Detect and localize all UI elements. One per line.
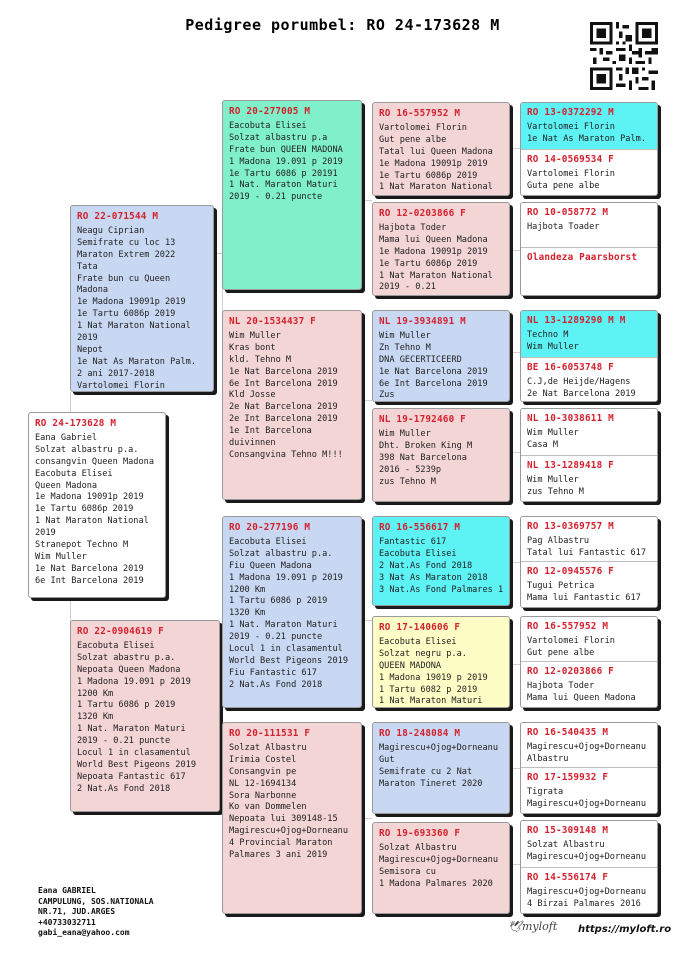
info-line: Semifrate cu loc 13 [77, 237, 176, 248]
granddam-paternal-card[interactable] [222, 310, 362, 500]
info-lines [229, 121, 355, 204]
info-line: Hajbota Toader [527, 221, 600, 232]
connector-line [70, 598, 71, 622]
connector-line [510, 250, 520, 251]
info-line: 1e Tartu 6086 p 20191 [229, 168, 338, 179]
owner-email[interactable]: gabi_eana@yahoo.com [38, 928, 130, 938]
info-line: 1 Tartu 6086 p 2019 [77, 700, 176, 711]
ring-number: RO 10-058772 M [527, 207, 609, 218]
gen5-card-14[interactable] [521, 767, 657, 814]
connector-line [214, 253, 222, 254]
info-line: 1 Madona 19.091 p 2019 [77, 676, 191, 687]
info-line: 1200 Km [229, 584, 266, 595]
ring-number: Olandeza Paarsborst [527, 252, 638, 263]
info-line: 1e Madona 19091p 2019 [379, 158, 488, 169]
gen4-card-6[interactable] [372, 616, 510, 708]
info-line: 2016 - 5239p [379, 464, 442, 475]
info-line: 1 Nat. Maraton Maturi [229, 180, 338, 191]
info-lines [527, 169, 651, 193]
info-line: Tugui Petrica [527, 580, 595, 591]
info-line: 1e Nat As Maraton Palm. [527, 133, 646, 144]
info-line: Wim Muller [527, 341, 579, 352]
gen5-card-16[interactable] [521, 867, 657, 914]
info-line: Wim Muller [35, 551, 87, 562]
ring-number: RO 17-140606 F [379, 622, 461, 633]
myloft-logo [508, 920, 557, 933]
ring-number: RO 24-173628 M [35, 418, 117, 429]
info-line: Magirescu+Ojog+Dorneanu [527, 886, 646, 897]
info-lines [527, 840, 651, 864]
info-lines [229, 537, 355, 692]
info-line: 2019 - 0.21 puncte [77, 736, 171, 747]
connector-line [510, 352, 520, 353]
gen5-pair-4 [520, 408, 658, 502]
gen4-card-2[interactable] [372, 202, 510, 296]
info-line: Semifrate cu 2 Nat [379, 766, 473, 777]
info-line: Stranepot Techno M [35, 540, 129, 551]
info-lines [77, 226, 207, 392]
info-line: 1 Nat. Maraton Maturi [77, 724, 186, 735]
info-line: 1e Tartu 6086p 2019 [77, 309, 176, 320]
gen5-card-15[interactable] [521, 821, 657, 867]
gen4-card-7[interactable] [372, 722, 510, 814]
ring-number: RO 17-159932 F [527, 772, 609, 783]
info-line: Magirescu+Ojog+Dorneanu [229, 826, 348, 837]
gen5-card-3[interactable] [521, 203, 657, 247]
info-lines [229, 743, 355, 862]
info-line: Fantastic 617 [379, 536, 447, 547]
info-line: 2 ani 2017-2018 [77, 368, 155, 379]
info-line: Pag Albastru [527, 535, 590, 546]
info-line: 1 Tartu 6082 p 2019 [379, 684, 478, 695]
ring-number: RO 20-277005 M [229, 106, 311, 117]
gen5-card-7[interactable] [521, 409, 657, 455]
info-line: 1 Nat Maraton National [379, 182, 493, 193]
connector-line [362, 200, 372, 201]
info-line: Solzat albastru p.a. [229, 548, 333, 559]
info-line: Kras bont [229, 342, 276, 353]
info-line: Wim Muller [527, 474, 579, 485]
info-line: Fiu Queen Madona [229, 560, 312, 571]
info-line: 2 Nat.As Fond 2018 [229, 679, 323, 690]
ring-number: RO 13-0369757 M [527, 521, 614, 532]
info-line: 1e Tartu 6086p 2019 [379, 258, 478, 269]
info-line: 2 Nat.As Fond 2018 [77, 783, 171, 794]
gen5-pair-3 [520, 310, 658, 402]
info-line: Gut [379, 754, 395, 765]
info-line: Mama lui Queen Madona [527, 692, 636, 703]
ring-number: RO 14-0569534 F [527, 154, 614, 165]
info-lines [379, 537, 503, 597]
info-lines [229, 331, 355, 462]
gen5-card-13[interactable] [521, 723, 657, 767]
info-line: Irimia Costel [229, 754, 297, 765]
owner-contact [38, 886, 154, 939]
info-line: Magirescu+Ojog+Dorneanu [527, 741, 646, 752]
grandsire-paternal-card[interactable] [222, 100, 362, 290]
info-lines [527, 787, 651, 811]
info-line: Maraton Tineret 2020 [379, 778, 483, 789]
info-line: Solzat albastru p.a [229, 132, 328, 143]
ring-number: RO 16-557952 M [527, 621, 609, 632]
info-line: Consangvina Tehno M!!! [229, 449, 343, 460]
info-line: Eacobuta Elisei [35, 468, 113, 479]
ring-number: RO 16-540435 M [527, 727, 609, 738]
connector-line [510, 768, 520, 769]
owner-name: Eana GABRIEL [38, 886, 96, 895]
info-line: 398 Nat Barcelona [379, 452, 467, 463]
info-line: 1e Nat Barcelona 2019 [379, 366, 488, 377]
info-line: Nepoata Queen Madona [77, 664, 181, 675]
info-line: Consangvin pe [229, 766, 297, 777]
gen4-card-3[interactable] [372, 310, 510, 402]
info-line: Tatal lui Queen Madona [379, 146, 493, 157]
gen5-pair-5 [520, 516, 658, 608]
info-line: Nepoata lui 309148-15 [229, 814, 338, 825]
info-line: 1 Nat Maraton National [379, 270, 493, 281]
info-line: Tigrata [527, 786, 564, 797]
info-line: Madona [77, 285, 109, 296]
info-lines [527, 887, 651, 911]
info-line: Hajbota Toder [527, 680, 595, 691]
info-line: 4 Provincial Maraton [229, 838, 333, 849]
info-line: 4 Birzai Palmares 2016 [527, 898, 641, 909]
info-line: 1e Tartu 6086p 2019 [379, 170, 478, 181]
grandsire-maternal-card[interactable] [222, 516, 362, 708]
info-line: Magirescu+Ojog+Dorneanu [527, 798, 646, 809]
gen5-card-12[interactable] [521, 661, 657, 708]
info-line: 1e Int Barcelona [229, 426, 312, 437]
info-lines [527, 581, 651, 605]
info-lines [527, 122, 651, 146]
gen5-card-2[interactable] [521, 149, 657, 196]
info-line: 1e Madona 19091p 2019 [379, 246, 488, 257]
info-line: 1e Nat As Maraton Palm. [77, 356, 196, 367]
ring-number: RO 20-111531 F [229, 728, 311, 739]
info-line: 1320 Km [77, 712, 114, 723]
info-line: QUEEN MADONA [379, 660, 442, 671]
info-line: 3 Nat.As Fond Palmares 1 [379, 584, 504, 595]
info-line: 1e Madona 19091p 2019 [35, 492, 144, 503]
ring-number: NL 10-3038611 M [527, 413, 614, 424]
info-line: Nepot [77, 344, 103, 355]
gen5-card-4[interactable] [521, 247, 657, 296]
info-line: 1 Madona 19.091 p 2019 [229, 572, 343, 583]
info-line: Eacobuta Elisei [229, 536, 307, 547]
info-line: Wim Muller [379, 330, 431, 341]
info-line: Ko van Dommelen [229, 802, 307, 813]
info-line: Gut pene albe [379, 134, 447, 145]
info-line: Eacobuta Elisei [379, 548, 457, 559]
granddam-maternal-card[interactable] [222, 722, 362, 914]
info-line: Solzat Albastru [379, 842, 457, 853]
website-link[interactable]: https://myloft.ro [578, 924, 672, 935]
info-line: 2019 - 0.21 [379, 282, 436, 293]
info-lines [527, 636, 651, 660]
dam-card[interactable] [70, 620, 220, 812]
ring-number: NL 13-1289418 F [527, 460, 614, 471]
qr-code [590, 22, 658, 90]
info-line: Fiu Fantastic 617 [229, 667, 317, 678]
gen5-card-5[interactable] [521, 311, 657, 357]
info-line: Gut pene albe [527, 647, 595, 658]
gen5-card-9[interactable] [521, 517, 657, 561]
info-line: Eacobuta Elisei [229, 120, 307, 131]
info-line: Semisora cu [379, 866, 436, 877]
info-line: Eacobuta Elisei [77, 640, 155, 651]
info-line: 1e Nat Barcelona 2019 [229, 366, 338, 377]
info-lines [379, 843, 503, 891]
ring-number: NL 19-3934891 M [379, 316, 466, 327]
info-line: C.J,de Heijde/Hagens [527, 376, 631, 387]
info-lines [527, 428, 651, 452]
info-line: 1200 Km [77, 688, 114, 699]
connector-line [510, 562, 520, 563]
info-line: Dht. Broken King M [379, 440, 473, 451]
info-line: 2019 - 0.21 puncte [229, 632, 323, 643]
info-line: 1e Madona 19091p 2019 [77, 297, 186, 308]
info-line: Magirescu+Ojog+Dorneanu [527, 851, 646, 862]
ring-number: RO 13-0372292 M [527, 107, 614, 118]
gen5-card-6[interactable] [521, 357, 657, 402]
info-line: Frate bun cu Queen [77, 273, 171, 284]
bird-icon: 🕊 [508, 920, 522, 933]
owner-phone: +40733032711 [38, 917, 96, 927]
info-line: Zus [379, 390, 395, 401]
info-line: Solzat Albastru [229, 742, 307, 753]
info-line: Magirescu+Ojog+Dorneanu [379, 742, 498, 753]
ring-number: NL 13-1289290 M M [527, 315, 626, 326]
info-line: Solzat albastru p.a. [35, 444, 139, 455]
info-lines [527, 536, 651, 560]
info-line: Frate bun QUEEN MADONA [229, 144, 343, 155]
ring-number: RO 22-0904619 F [77, 626, 164, 637]
info-line: Solzat negru p.a. [379, 648, 467, 659]
info-line: 6e Int Barcelona 2019 [379, 378, 488, 389]
info-line: 2e Nat Barcelona 2019 [229, 402, 338, 413]
info-line: 1 Tartu 6086 p 2019 [229, 596, 328, 607]
ring-number: RO 12-0203866 F [527, 666, 614, 677]
info-line: Techno M [527, 329, 569, 340]
info-line: 2019 [35, 528, 56, 539]
info-line: consangvin Queen Madona [35, 456, 154, 467]
info-line: Albastru [527, 753, 569, 764]
info-line: Vartolomei Florin [527, 121, 615, 132]
info-line: Eana Gabriel [35, 432, 98, 443]
info-line: kld. Tehno M [229, 354, 292, 365]
info-line: 1 Madona Palmares 2020 [379, 878, 493, 889]
info-line: Kld Josse [229, 390, 276, 401]
info-line: zus Tehno M [379, 476, 436, 487]
info-line: Guta pene albe [527, 180, 600, 191]
ring-number: NL 19-1792460 F [379, 414, 466, 425]
ring-number: RO 15-309148 M [527, 825, 609, 836]
connector-line [362, 400, 372, 401]
info-line: Maraton Extrem 2022 [77, 249, 176, 260]
info-line: Hajbota Toder [379, 222, 447, 233]
info-line: 1320 Km [229, 608, 266, 619]
info-lines [527, 475, 651, 499]
gen5-card-10[interactable] [521, 561, 657, 608]
info-line: Tatal lui Fantastic 617 [527, 547, 646, 558]
info-line: 1 Nat Maraton National [77, 321, 191, 332]
info-lines [379, 429, 503, 489]
gen5-pair-1 [520, 102, 658, 196]
ring-number: RO 18-248084 M [379, 728, 461, 739]
info-lines [77, 641, 213, 796]
info-lines [35, 433, 159, 588]
info-line: Palmares 3 ani 2019 [229, 850, 328, 861]
ring-number: RO 20-277196 M [229, 522, 311, 533]
info-line: Neagu Ciprian [77, 225, 145, 236]
gen5-pair-8 [520, 820, 658, 914]
gen5-card-11[interactable] [521, 617, 657, 661]
sire-card[interactable] [70, 205, 214, 392]
owner-address-line: NR.71, JUD.ARGES [38, 907, 116, 917]
connector-line [510, 148, 520, 149]
info-lines [379, 331, 503, 402]
ring-number: RO 12-0945576 F [527, 566, 614, 577]
info-line: NL 12-1694134 [229, 778, 297, 789]
info-line: Mama lui Fantastic 617 [527, 592, 641, 603]
info-line: Eacobuta Elisei [379, 636, 457, 647]
info-line: Vartolomei Florin [527, 635, 615, 646]
info-line: 1e Nat Barcelona 2019 [35, 563, 144, 574]
info-lines [527, 742, 651, 766]
ring-number: BE 16-6053748 F [527, 362, 614, 373]
info-line: World Best Pigeons 2019 [77, 759, 196, 770]
gen4-card-1[interactable] [372, 102, 510, 196]
owner-address-line: CAMPULUNG, SOS.NATIONALA [38, 896, 154, 906]
info-line: Mama lui Queen Madona [379, 234, 488, 245]
info-line: Casa M [527, 439, 559, 450]
info-line: Queen Madona [35, 480, 98, 491]
info-line: Vartolomei Florin [527, 168, 615, 179]
info-line: 2019 [77, 333, 98, 344]
ring-number: RO 16-557952 M [379, 108, 461, 119]
info-line: Locul 1 in clasamentul [229, 644, 343, 655]
info-line: Solzat Albastru [527, 839, 605, 850]
connector-line [222, 290, 223, 312]
info-lines [379, 743, 503, 791]
gen5-card-8[interactable] [521, 455, 657, 502]
info-line: Solzat abastru p.a. [77, 652, 176, 663]
info-line: DNA GECERTICEERD [379, 354, 462, 365]
ring-number: RO 12-0203866 F [379, 208, 466, 219]
info-line: 6e Int Barcelona 2019 [35, 575, 144, 586]
info-line: 1 Madona 19.091 p 2019 [229, 156, 343, 167]
page-title: Pedigree porumbel: RO 24-173628 M [185, 16, 500, 34]
info-line: 1 Nat. Maraton Maturi [229, 620, 338, 631]
gen4-card-4[interactable] [372, 408, 510, 502]
ring-number: RO 19-693360 F [379, 828, 461, 839]
subject-card[interactable] [28, 412, 166, 598]
info-line: Sora Narbonne [229, 790, 297, 801]
info-line: zus Tehno M [527, 486, 584, 497]
connector-line [510, 664, 520, 665]
logo-text: myloft [521, 920, 558, 933]
ring-number: RO 16-556617 M [379, 522, 461, 533]
gen5-pair-7 [520, 722, 658, 814]
connector-line [510, 864, 520, 865]
info-line: 1 Nat Maraton National [35, 516, 149, 527]
info-line: Tata [77, 261, 98, 272]
info-line: Wim Muller [527, 427, 579, 438]
info-line: 2019 - 0.21 puncte [229, 192, 323, 203]
info-lines [527, 330, 651, 354]
gen5-pair-6 [520, 616, 658, 708]
info-line: Magirescu+Ojog+Dorneanu [379, 854, 498, 865]
ring-number: RO 14-556174 F [527, 872, 609, 883]
info-line: World Best Pigeons 2019 [229, 655, 348, 666]
info-line: 1 Nat Maraton Maturi [379, 696, 483, 707]
connector-line [70, 392, 71, 414]
info-line: 2 Nat.As Fond 2018 [379, 560, 473, 571]
info-lines [379, 637, 503, 708]
ring-number: NL 20-1534437 F [229, 316, 316, 327]
gen5-card-1[interactable] [521, 103, 657, 149]
info-lines [527, 377, 651, 401]
connector-line [362, 620, 372, 621]
info-lines [379, 123, 503, 194]
info-line: Locul 1 in clasamentul [77, 748, 191, 759]
info-line: 6e Int Barcelona 2019 [229, 378, 338, 389]
info-lines [527, 681, 651, 705]
info-line: 1e Tartu 6086p 2019 [35, 504, 134, 515]
info-line: Zn Tehno M [379, 342, 431, 353]
connector-line [362, 818, 372, 819]
info-line: Vartolomei Florin [77, 380, 165, 391]
info-line: duivinnen [229, 438, 276, 449]
connector-line [510, 452, 520, 453]
gen4-card-5[interactable] [372, 516, 510, 606]
gen5-pair-2 [520, 202, 658, 296]
info-lines [527, 222, 651, 234]
ring-number: RO 22-071544 M [77, 211, 159, 222]
info-line: Wim Muller [379, 428, 431, 439]
info-line: Vartolomei Florin [379, 122, 467, 133]
info-line: 2e Nat Barcelona 2019 [527, 388, 636, 399]
info-line: 2e Int Barcelona 2019 [229, 414, 338, 425]
info-line: 3 Nat As Maraton 2018 [379, 572, 488, 583]
info-line: Wim Muller [229, 330, 281, 341]
gen4-card-8[interactable] [372, 822, 510, 914]
info-line: Nepoata Fantastic 617 [77, 771, 186, 782]
info-line: 1 Madona 19019 p 2019 [379, 672, 488, 683]
info-lines [379, 223, 503, 294]
